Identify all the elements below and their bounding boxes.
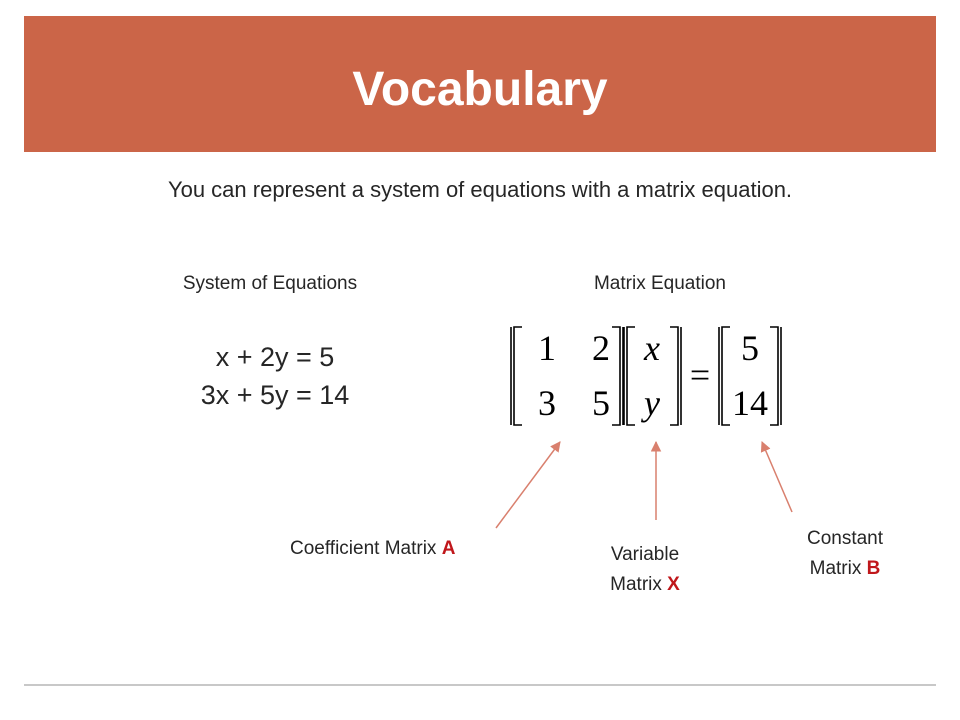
const-b1: 5 — [741, 328, 759, 368]
slide-title: Vocabulary — [352, 63, 608, 116]
constant-label-line2: Matrix — [809, 558, 867, 579]
coefficient-letter: A — [441, 538, 456, 559]
variable-matrix-label — [590, 540, 700, 600]
intro-text: You can represent a system of equations with a matrix equation. — [167, 177, 793, 202]
system-heading: System of Equations — [182, 273, 358, 294]
coef-a12: 2 — [592, 328, 610, 368]
coef-a21: 3 — [538, 383, 556, 423]
footer-divider — [24, 684, 936, 686]
constant-matrix-label — [790, 524, 900, 584]
const-b2: 14 — [732, 383, 768, 423]
arrow-to-constant — [762, 442, 792, 512]
equals-sign: = — [689, 355, 711, 395]
coef-a22: 5 — [592, 383, 610, 423]
equation-1: x + 2y = 5 — [215, 342, 335, 372]
coefficient-label-text: Coefficient Matrix — [290, 538, 442, 559]
matrix-heading: Matrix Equation — [593, 273, 726, 294]
constant-letter: B — [866, 558, 881, 579]
variable-label-line2: Matrix — [610, 574, 668, 595]
constant-label-line1: Constant — [806, 528, 884, 549]
arrow-to-coefficient — [496, 442, 560, 528]
variable-label-line1: Variable — [610, 544, 680, 565]
coef-a11: 1 — [538, 328, 556, 368]
coefficient-matrix-label — [290, 534, 455, 564]
var-x: x — [644, 328, 660, 368]
variable-letter: X — [667, 574, 680, 595]
equation-2: 3x + 5y = 14 — [200, 380, 350, 410]
var-y: y — [644, 383, 660, 423]
